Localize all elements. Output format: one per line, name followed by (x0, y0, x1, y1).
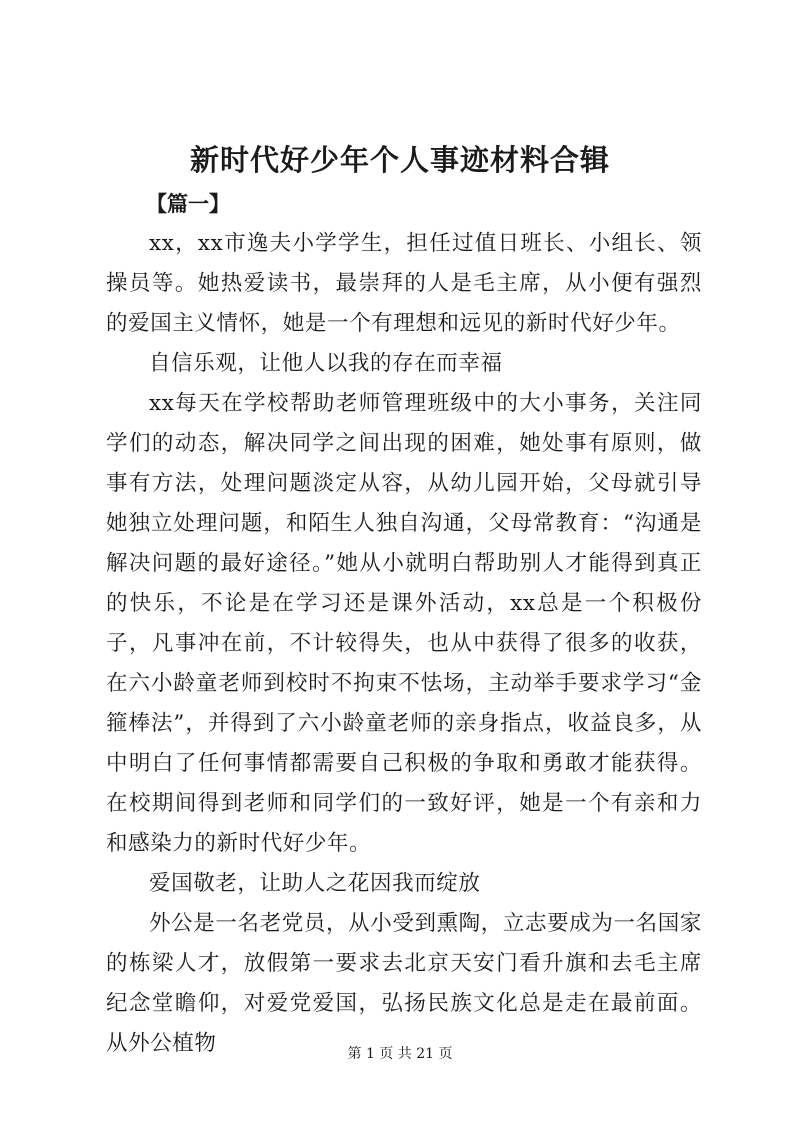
document-title: 新时代好少年个人事迹材料合辑 (189, 143, 610, 177)
paragraph-intro: xx，xx市逸夫小学学生，担任过值日班长、小组长、领操员等。她热爱读书，最崇拜的人是毛主席，从小便有强烈的爱国主义情怀，她是一个有理想和远见的新时代好少年。 (106, 231, 702, 336)
section-label: 【篇一】 (146, 191, 230, 216)
subheading-patriotism: 爱国敬老，让助人之花因我而绽放 (149, 871, 481, 896)
page-footer: 第 1 页 共 21 页 (347, 1046, 453, 1062)
document-body (106, 224, 702, 1064)
paragraph-helping: xx每天在学校帮助老师管理班级中的大小事务，关注同学们的动态，解决同学之间出现的困难，她处事有原则，做事有方法，处理问题淡定从容，从幼儿园开始，父母就引导她独立处理问题，和陌生人独自沟通，父母常教育：“沟通是解决问题的最好途径。”她从小就明白帮助别人才能得到真正的快乐，不论是在学习还是课外活动，xx总是一个积极份子，凡事冲在前，不计较得失，也从中获得了很多的收获，在六小龄童老师到校时不拘束不怯场，主动举手要求学习“金箍棒法”，并得到了六小龄童老师的亲身指点，收益良多，从中明白了任何事情都需要自己积极的争取和勇敢才能获得。在校期间得到老师和同学们的一致好评，她是一个有亲和力和感染力的新时代好少年。 (106, 391, 702, 856)
subheading-confidence: 自信乐观，让他人以我的存在而幸福 (149, 351, 503, 376)
paragraph-grandfather: 外公是一名老党员，从小受到熏陶，立志要成为一名国家的栋梁人才，放假第一要求去北京天安门看升旗和去毛主席纪念堂瞻仰，对爱党爱国，弘扬民族文化总是走在最前面。从外公植物 (106, 911, 702, 1056)
